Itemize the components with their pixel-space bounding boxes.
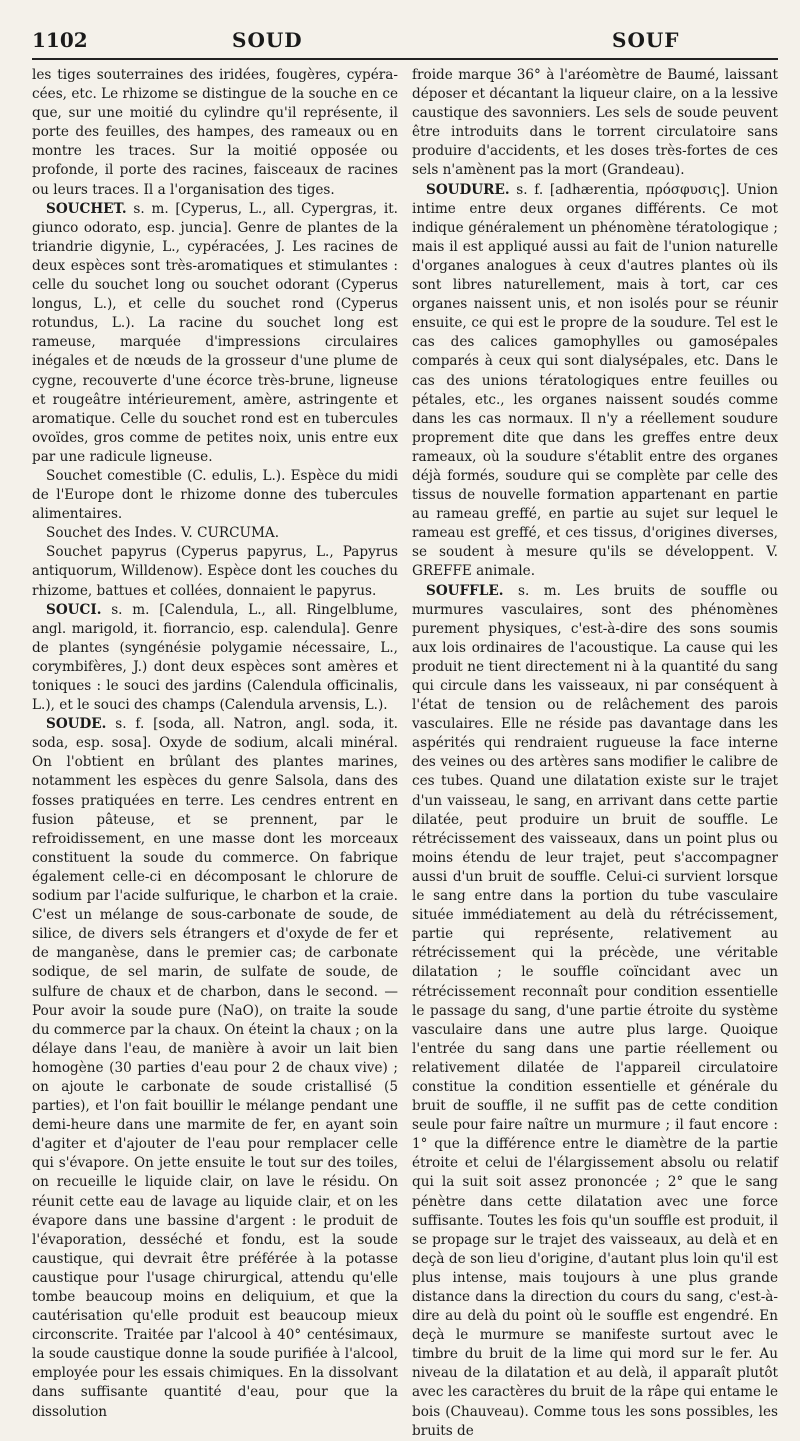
two-column-body (32, 66, 778, 1441)
paragraph-text: s. m. [Cyperus, L., all. Cypergras, it. giunco odorato, esp. juncia]. Genre de plantes de la triandrie digynie, L., cypéracées, J. Les racines de deux espèces sont très-aromatiques et stimulantes : celle du souchet long ou souchet odorant (Cyperus longus, L.), et celle du souchet rond (Cyperus rotundus, L.). La racine du souchet long est rameuse, marquée d'impressions circulaires inégales et de nœuds de la grosseur d'une plume de cygne, recouverte d'une écorce très-brune, ligneuse et rougeâtre intérieurement, amère, astringente et aromatique. Celle du souchet rond est en tubercules ovoïdes, gros comme de petites noix, unis entre eux par une radicule ligneuse. (32, 200, 398, 465)
dictionary-entry (32, 715, 398, 1421)
page-header (32, 24, 778, 60)
paragraph-text: froide marque 36° à l'aréomètre de Baumé, laissant déposer et décantant la liqueur claire, on a la lessive caustique des savonniers. Les sels de soude peuvent être introduits dans le torrent circulatoire sans produire d'accidents, et les doses très-fortes de ces sels n'amènent pas la mort (Grandeau). (412, 67, 778, 179)
entry-headword: SOUCI. (46, 601, 102, 618)
left-running-head: SOUD (232, 28, 303, 52)
paragraph (32, 543, 398, 600)
entry-headword: SOUFFLE. (426, 582, 504, 599)
entry-headword: SOUCHET. (46, 200, 127, 217)
left-column (32, 66, 398, 1441)
right-column (412, 66, 778, 1441)
dictionary-entry (32, 200, 398, 467)
paragraph-text: Souchet comestible (C. edulis, L.). Espèce du midi de l'Europe dont le rhizome donne des tubercules alimentaires. (32, 467, 398, 523)
paragraph-text: s. m. Les bruits de souffle ou murmures vasculaires, sont des phénomènes purement physiques, c'est-à-dire des sons soumis aux lois ordinaires de l'acoustique. La cause qui les produit ne tient directement ni à la quantité du sang qui circule dans les vaisseaux, ni par conséquent à l'état de tension ou de relâchement des parois vasculaires. Elle ne réside pas davantage dans les aspérités qui rendraient rugueuse la face interne des veines ou des artères sans modifier le calibre de ces tubes. Quand une dilatation existe sur le trajet d'un vaisseau, le sang, en arrivant dans cette partie dilatée, peut produire un bruit de souffle. Le rétrécissement des vaisseaux, dans un point plus ou moins étendu de leur trajet, peut s'accompagner aussi d'un bruit de souffle. Celui-ci survient lorsque le sang entre dans la portion du tube vasculaire située immédiatement au delà du rétrécissement, partie qui représente, relativement au rétrécissement qui la précède, une véritable dilatation ; le souffle coïncidant avec un rétrécissement reconnaît pour condition essentielle le passage du sang, d'une partie étroite du système vasculaire dans une autre plus large. Quoique l'entrée du sang dans une partie réellement ou relativement dilatée de l'appareil circulatoire constitue la condition essentielle et générale du bruit de souffle, il ne suffit pas de cette condition seule pour faire naître un murmure ; il faut encore : 1° que la différence entre le diamètre de la partie étroite et celui de l'élargissement absolu ou relatif qui la suit soit assez prononcée ; 2° que le sang pénètre dans cette dilatation avec une force suffisante. Toutes les fois qu'un souffle est produit, il se propage sur le trajet des vaisseaux, au delà et en deçà de son lieu d'origine, d'autant plus loin qu'il est plus intense, mais toujours à une plus grande distance dans la direction du cours du sang, c'est-à-dire au delà du point où le souffle est engendré. En deçà le murmure se manifeste surtout avec le timbre du bruit de la lime qui mord sur le fer. Au niveau de la dilatation et au delà, il apparaît plutôt avec les caractères du bruit de la râpe qui entame le bois (Chauveau). Comme tous les sons possibles, les bruits de (412, 582, 778, 1439)
paragraph-text: Souchet papyrus (Cyperus papyrus, L., Papyrus antiquorum, Willdenow). Espèce dont les couches du rhizome, battues et collées, donnaient le papyrus. (32, 544, 398, 599)
paragraph (32, 467, 398, 524)
paragraph-text: s. f. [soda, all. Natron, angl. soda, it. soda, esp. sosa]. Oxyde de sodium, alcali minéral. On l'obtient en brûlant des plantes marines, notamment les espèces du genre Salsola, dans des fosses pratiquées en terre. Les cendres entrent en fusion pâteuse, et se prennent, par le refroidissement, en une masse dont les morceaux constituent la soude du commerce. On fabrique également celle-ci en décomposant le chlorure de sodium par l'acide sulfurique, le charbon et la craie. C'est un mélange de sous-carbonate de soude, de silice, de divers sels étrangers et d'oxyde de fer et de manganèse, dans le premier cas; de carbonate sodique, de sel marin, de sulfate de soude, de sulfure de chaux et de charbon, dans le second. — Pour avoir la soude pure (NaO), on traite la soude du commerce par la chaux. On éteint la chaux ; on la délaye dans l'eau, de manière à avoir un lait bien homogène (30 parties d'eau pour 2 de chaux vive) ; on ajoute le carbonate de soude cristallisé (5 parties), et l'on fait bouillir le mélange pendant une demi-heure dans une marmite de fer, en ayant soin d'agiter et d'ajouter de l'eau pour remplacer celle qui s'évapore. On jette ensuite le tout sur des toiles, on recueille le liquide clair, on lave le résidu. On réunit cette eau de lavage au liquide clair, et on les évapore dans une bassine d'argent : le produit de l'évaporation, desséché et fondu, est la soude caustique, qui devrait être préférée à la potasse caustique pour l'usage chirurgical, attendu qu'elle tombe beaucoup moins en deliquium, et que la cautérisation qu'elle produit est beaucoup mieux circonscrite. Traitée par l'alcool à 40° centésimaux, la soude caustique donne la soude purifiée à l'alcool, employée pour les essais chimiques. En la dissolvant dans suffisante quantité d'eau, pour que la dissolution (32, 716, 398, 1420)
paragraph (412, 66, 778, 181)
paragraph-text: s. m. [Calendula, L., all. Ringelblume, angl. marigold, it. fiorrancio, esp. calendula]. Genre de plantes (syngénésie polygamie nécessaire, L., corymbifères, J.) dont deux espèces sont amères et toniques : le souci des jardins (Calendula officinalis, L.), et le souci des champs (Calendula arvensis, L.). (32, 601, 398, 714)
entry-headword: SOUDURE. (426, 181, 510, 198)
page-number: 1102 (32, 28, 88, 52)
right-running-head: SOUF (612, 28, 680, 52)
paragraph-text: les tiges souterraines des iridées, fougères, cypéra-cées, etc. Le rhizome se distingue de la souche en ce que, sur une moitié du cylindre qu'il représente, il porte des feuilles, des hampes, des rameaux ou en montre les traces. Sur la moitié opposée ou profonde, il porte des racines, faisceaux de racines ou leurs traces. Il a l'organisation des tiges. (32, 67, 398, 198)
paragraph (32, 524, 398, 543)
paragraph-text: Souchet des Indes. V. CURCUMA. (46, 525, 280, 542)
paragraph (32, 66, 398, 200)
paragraph-text: s. f. [adhærentia, πρόσφυσις]. Union intime entre deux organes différents. Ce mot indique généralement un phénomène tératologique ; mais il est appliqué aussi au fait de l'union naturelle d'organes analogues à ceux d'autres plantes où ils sont libres naturellement, mais à tort, car ces organes naissent unis, et non isolés pour se réunir ensuite, ce qui est le propre de la soudure. Tel est le cas des calices gamophylles ou gamosépales comparés à ceux qui sont dialysépales, etc. Dans le cas des unions tératologiques entre feuilles ou pétales, etc., les organes naissent soudés comme dans les cas normaux. Il n'y a réellement soudure proprement dite que dans les greffes entre deux rameaux, où la soudure s'établit entre des organes déjà formés, soudure qui se complète par celle des tissus de nouvelle formation appartenant en partie au rameau greffé, en partie au sujet sur lequel le rameau est greffé, et ces tissus, d'origines diverses, se soudent à mesure qu'ils se développent. V. GREFFE animale. (412, 181, 778, 580)
entry-headword: SOUDE. (46, 716, 107, 733)
dictionary-entry (32, 601, 398, 716)
dictionary-entry (412, 582, 778, 1441)
dictionary-entry (412, 181, 778, 582)
